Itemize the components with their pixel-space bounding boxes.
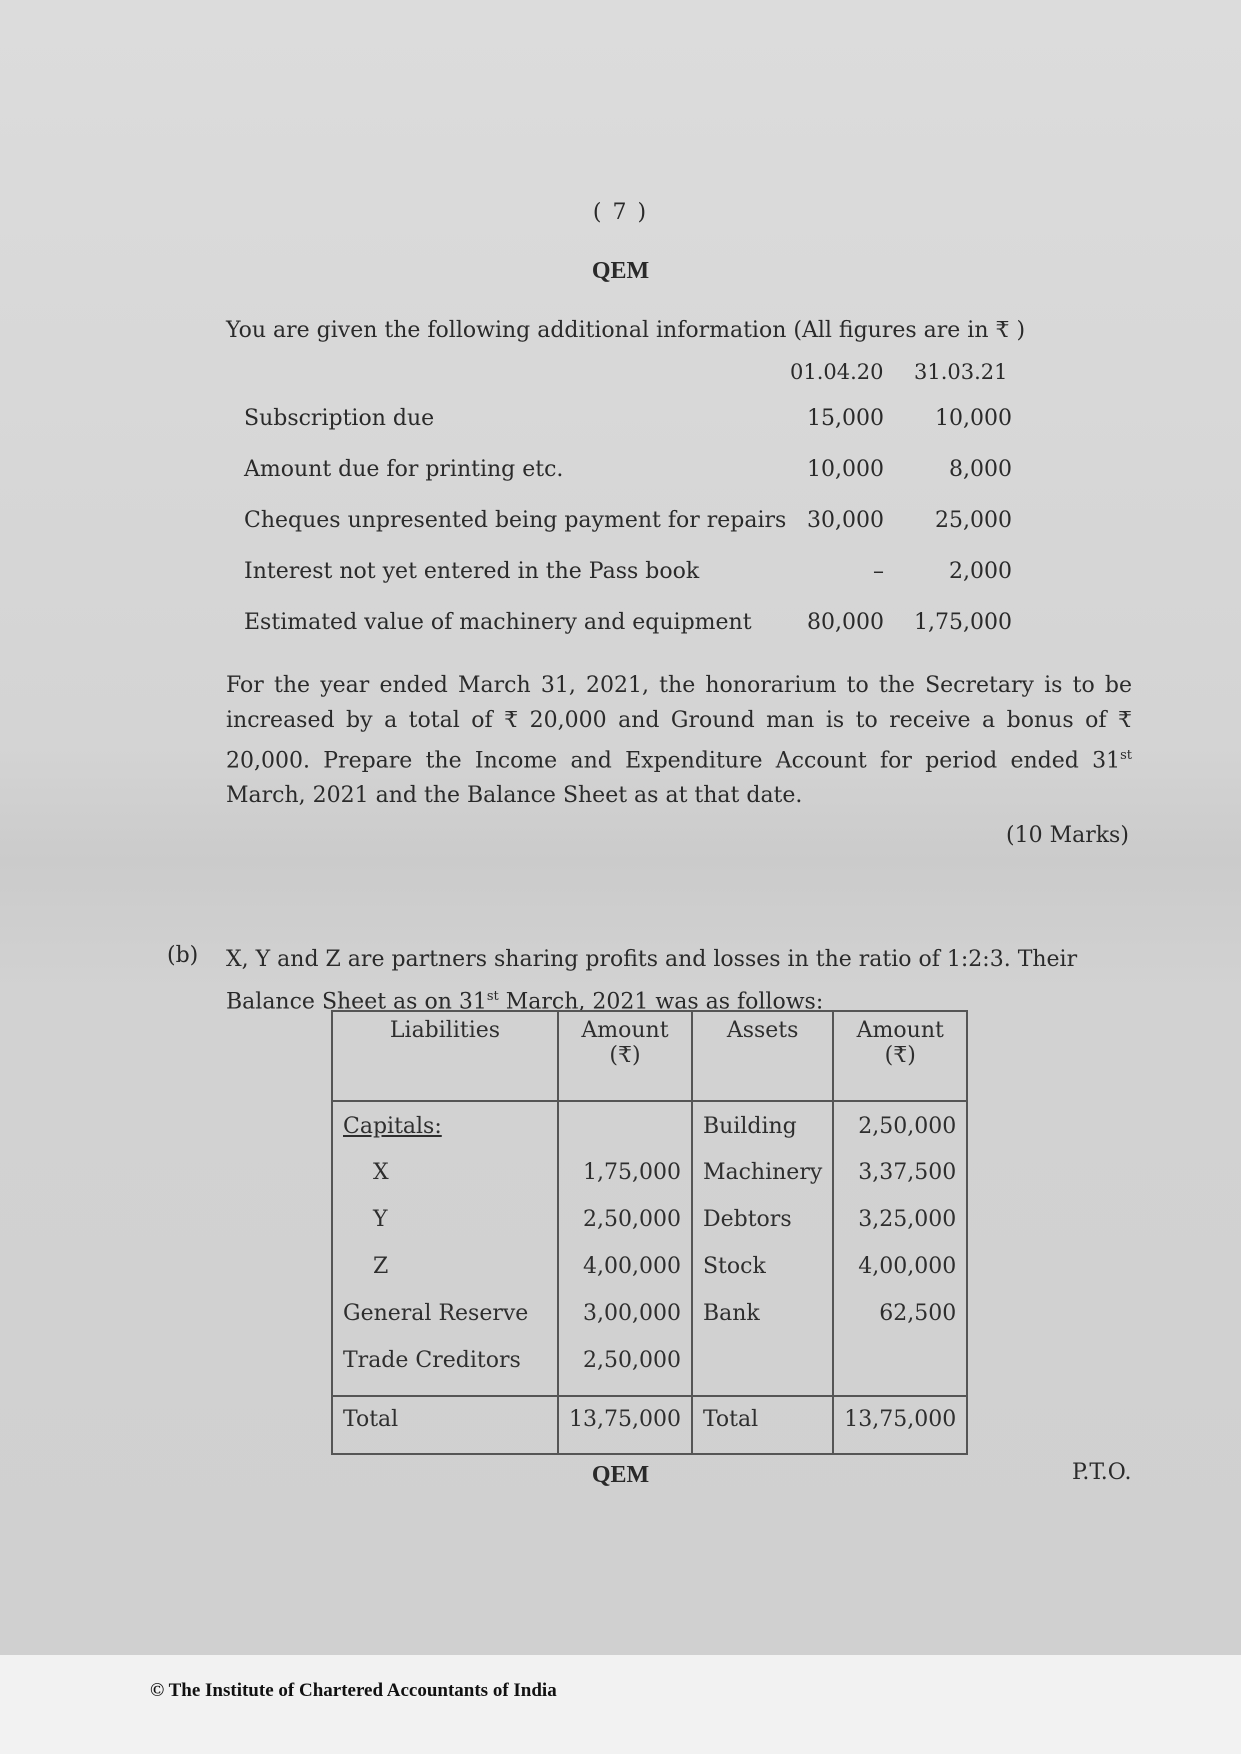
info-value-opening: 30,000 (807, 508, 884, 533)
info-value-closing: 8,000 (949, 457, 1012, 482)
table-header-row (332, 1011, 967, 1101)
question-text-part2: March, 2021 and the Balance Sheet as at that date. (226, 783, 803, 809)
table-total-row (332, 1396, 967, 1454)
currency-label: (₹) (884, 1043, 916, 1068)
liability-name: Y (332, 1207, 558, 1254)
question-paragraph (226, 668, 1132, 813)
asset-amount (833, 1348, 967, 1396)
liability-name: Z (332, 1254, 558, 1301)
info-value-opening: 15,000 (807, 406, 884, 431)
column-header-closing: 31.03.21 (914, 360, 1008, 384)
liability-amount: 2,50,000 (558, 1207, 692, 1254)
info-value-closing: 25,000 (935, 508, 1012, 533)
info-value-closing: 10,000 (935, 406, 1012, 431)
header-amount-liabilities: Amount (₹) (558, 1011, 692, 1101)
total-label-liabilities: Total (332, 1396, 558, 1454)
currency-label: (₹) (609, 1043, 641, 1068)
question-text-part1: For the year ended March 31, 2021, the honorarium to the Secretary is to be increased by a total of ₹ 20,000 and Ground man is to receive a bonus of ₹ 20,000. Prepare the Income and Expenditure Account for period ended 31 (226, 673, 1132, 774)
info-row (244, 610, 1012, 661)
liability-name: X (332, 1160, 558, 1207)
table-row (332, 1160, 967, 1207)
info-row (244, 559, 1012, 610)
column-header-opening: 01.04.20 (790, 360, 884, 384)
asset-name: Building (692, 1101, 833, 1160)
table-row (332, 1254, 967, 1301)
marks-label: (10 Marks) (1006, 823, 1129, 848)
asset-name: Stock (692, 1254, 833, 1301)
info-label: Amount due for printing etc. (244, 457, 564, 482)
asset-name: Debtors (692, 1207, 833, 1254)
asset-amount: 4,00,000 (833, 1254, 967, 1301)
copyright-notice: © The Institute of Chartered Accountants of India (150, 1680, 557, 1701)
pto-label: P.T.O. (1072, 1460, 1132, 1485)
table-row (332, 1301, 967, 1348)
liability-amount: 1,75,000 (558, 1160, 692, 1207)
superscript-st: st (486, 989, 499, 1004)
table-row (332, 1207, 967, 1254)
table-row (332, 1101, 967, 1160)
part-b-paragraph (226, 941, 1132, 1020)
balance-sheet-table (331, 1010, 968, 1455)
asset-amount: 2,50,000 (833, 1101, 967, 1160)
liability-amount: 4,00,000 (558, 1254, 692, 1301)
total-label-assets: Total (692, 1396, 833, 1454)
paper-code-bottom: QEM (591, 1462, 650, 1488)
liability-name: Trade Creditors (332, 1348, 558, 1396)
asset-amount: 3,25,000 (833, 1207, 967, 1254)
info-label: Estimated value of machinery and equipment (244, 610, 752, 635)
header-liabilities: Liabilities (332, 1011, 558, 1101)
asset-name: Bank (692, 1301, 833, 1348)
additional-info-table (244, 406, 1012, 661)
info-label: Interest not yet entered in the Pass book (244, 559, 700, 584)
asset-amount: 62,500 (833, 1301, 967, 1348)
asset-name: Machinery (692, 1160, 833, 1207)
page-number: ( 7 ) (592, 200, 649, 225)
info-row (244, 508, 1012, 559)
liability-name: General Reserve (332, 1301, 558, 1348)
part-b-label: (b) (167, 943, 199, 968)
total-amount-assets: 13,75,000 (833, 1396, 967, 1454)
info-row (244, 406, 1012, 457)
liability-amount: 3,00,000 (558, 1301, 692, 1348)
superscript-st: st (1120, 748, 1132, 763)
part-b-text-1: X, Y and Z are partners sharing profits and losses in the ratio of 1:2:3. Their Balance Sheet as on 31 (226, 947, 1078, 1015)
info-value-opening: 80,000 (807, 610, 884, 635)
info-value-opening: – (873, 559, 884, 584)
asset-amount: 3,37,500 (833, 1160, 967, 1207)
asset-name (692, 1348, 833, 1396)
intro-text: You are given the following additional information (All figures are in ₹ ) (226, 318, 1026, 343)
info-value-closing: 1,75,000 (914, 610, 1012, 635)
paper-code-top: QEM (591, 258, 650, 284)
info-row (244, 457, 1012, 508)
capitals-label: Capitals: (332, 1101, 558, 1160)
liability-amount: 2,50,000 (558, 1348, 692, 1396)
header-assets: Assets (692, 1011, 833, 1101)
header-amount-assets: Amount (₹) (833, 1011, 967, 1101)
info-value-closing: 2,000 (949, 559, 1012, 584)
table-row (332, 1348, 967, 1396)
liability-amount (558, 1101, 692, 1160)
total-amount-liabilities: 13,75,000 (558, 1396, 692, 1454)
part-b-text-2: March, 2021 was as follows: (498, 989, 824, 1015)
footer-band (0, 1655, 1241, 1754)
info-label: Subscription due (244, 406, 435, 431)
info-label: Cheques unpresented being payment for repairs (244, 508, 787, 533)
info-value-opening: 10,000 (807, 457, 884, 482)
